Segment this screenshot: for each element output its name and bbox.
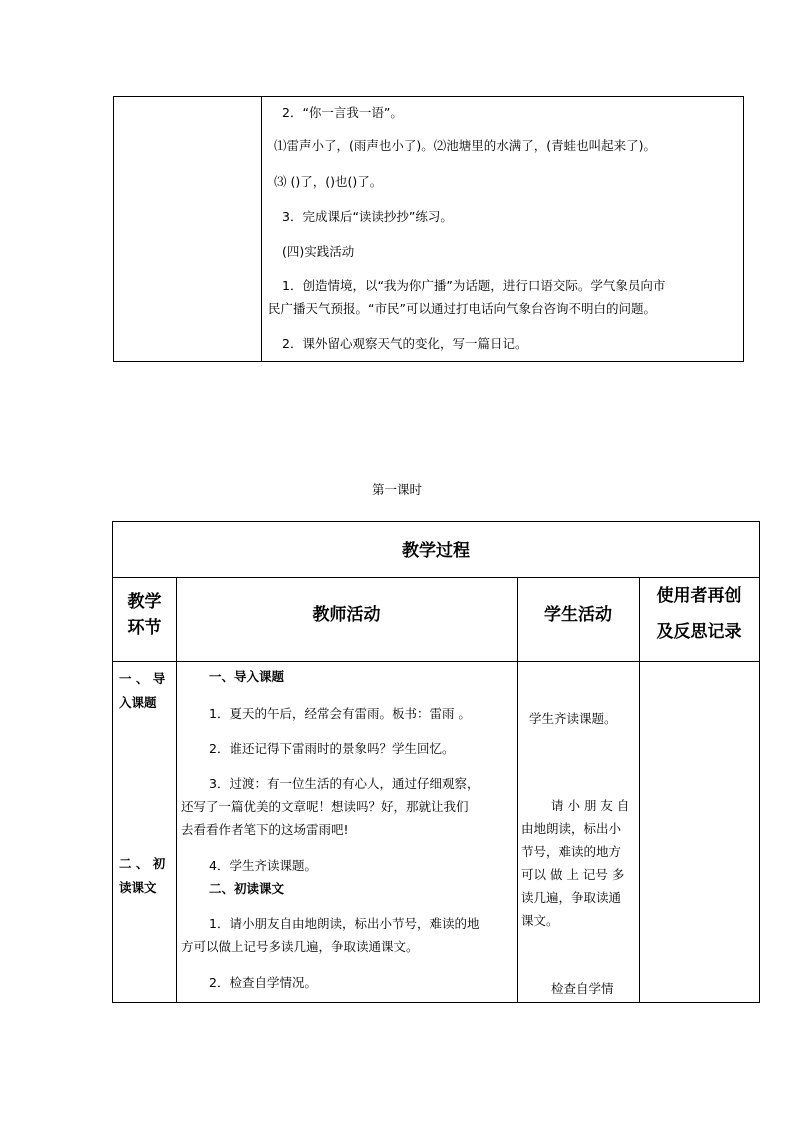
practice-2: 2．课外留心观察天气的变化，写一篇日记。 <box>282 336 528 351</box>
header-teacher: 教师活动 <box>312 605 381 625</box>
practice-1-line-a: 1．创造情境，以“我为你广播”为话题，进行口语交际。学气象员向市 <box>282 278 666 293</box>
teacher-step-4: 4．学生齐读课题。 <box>209 858 317 873</box>
teacher-reading-1-line-b: 方可以做上记号多读几遍，争取读通课文。 <box>181 939 419 954</box>
example-1: ⑴雷声小了，(雨声也小了)。⑵池塘里的水满了，(青蛙也叫起来了)。 <box>274 138 657 153</box>
student-activity-2-line-d: 可以 做 上 记号 多 <box>521 867 625 882</box>
header-stage-line-a: 教学 <box>127 592 162 612</box>
student-activity-2-line-b: 由地朗读，标出小 <box>521 821 622 836</box>
header-student: 学生活动 <box>544 605 612 625</box>
teacher-step-3-line-a: 3．过渡：有一位生活的有心人，通过仔细观察， <box>209 776 480 791</box>
student-activity-2-line-e: 读几遍，争取读通 <box>521 890 622 905</box>
student-activity-3: 检查自学情 <box>551 981 614 996</box>
teacher-reading-2: 2．检查自学情况。 <box>209 975 317 990</box>
header-stage <box>113 589 176 641</box>
stage-intro-line-b: 入课题 <box>119 695 157 710</box>
stage-reading-line-b: 读课文 <box>119 880 157 895</box>
teacher-reading-1-line-a: 1．请小朋友自由地朗读，标出小节号，难读的地 <box>209 916 480 931</box>
student-activity-2-line-c: 节号，难读的地方 <box>521 844 622 859</box>
student-activity-2 <box>521 794 629 932</box>
lesson-table <box>112 521 760 1003</box>
header-reflection-line-a: 使用者再创 <box>656 586 742 606</box>
practice-1-line-b: 民广播天气预报。“市民”可以通过打电话向气象台咨询不明白的问题。 <box>268 301 656 316</box>
top-table <box>113 96 744 362</box>
item-dialogue: 2．“你一言我一语”。 <box>282 105 403 120</box>
student-activity-2-line-a: 请 小 朋 友 自 <box>551 798 630 813</box>
column-divider <box>261 97 262 361</box>
student-activity-1: 学生齐读课题。 <box>529 711 617 726</box>
table-title: 教学过程 <box>402 541 470 561</box>
stage-first-reading <box>119 852 165 900</box>
header-stage-line-b: 环节 <box>127 618 162 638</box>
stage-intro <box>119 667 165 715</box>
teacher-heading-intro: 一、导入课题 <box>209 669 285 684</box>
teacher-step-3-line-b: 还写了一篇优美的文章呢！想读吗？好，那就让我们 <box>181 799 469 814</box>
student-activity-2-line-f: 课文。 <box>521 913 559 928</box>
teacher-step-1: 1．夏天的午后，经常会有雷雨。板书：雷雨 。 <box>209 706 471 721</box>
teacher-step-2: 2．谁还记得下雷雨时的景象吗？学生回忆。 <box>209 741 455 756</box>
header-reflection <box>639 578 759 650</box>
stage-reading-line-a: 二 、 初 <box>119 856 166 871</box>
col-divider-2 <box>517 577 518 1002</box>
header-row-divider <box>113 661 759 662</box>
lesson-subtitle: 第一课时 <box>371 482 422 497</box>
header-reflection-line-b: 及反思记录 <box>656 622 742 642</box>
example-3: ⑶ ()了，()也()了。 <box>274 174 383 189</box>
stage-intro-line-a: 一 、 导 <box>119 671 166 686</box>
item-copy-exercise: 3．完成课后“读读抄抄”练习。 <box>282 209 453 224</box>
section-practice: (四)实践活动 <box>282 244 355 259</box>
teacher-heading-reading: 二、初读课文 <box>209 881 285 896</box>
col-divider-1 <box>176 577 177 1002</box>
teacher-step-3-line-c: 去看看作者笔下的这场雷雨吧! <box>181 822 349 837</box>
